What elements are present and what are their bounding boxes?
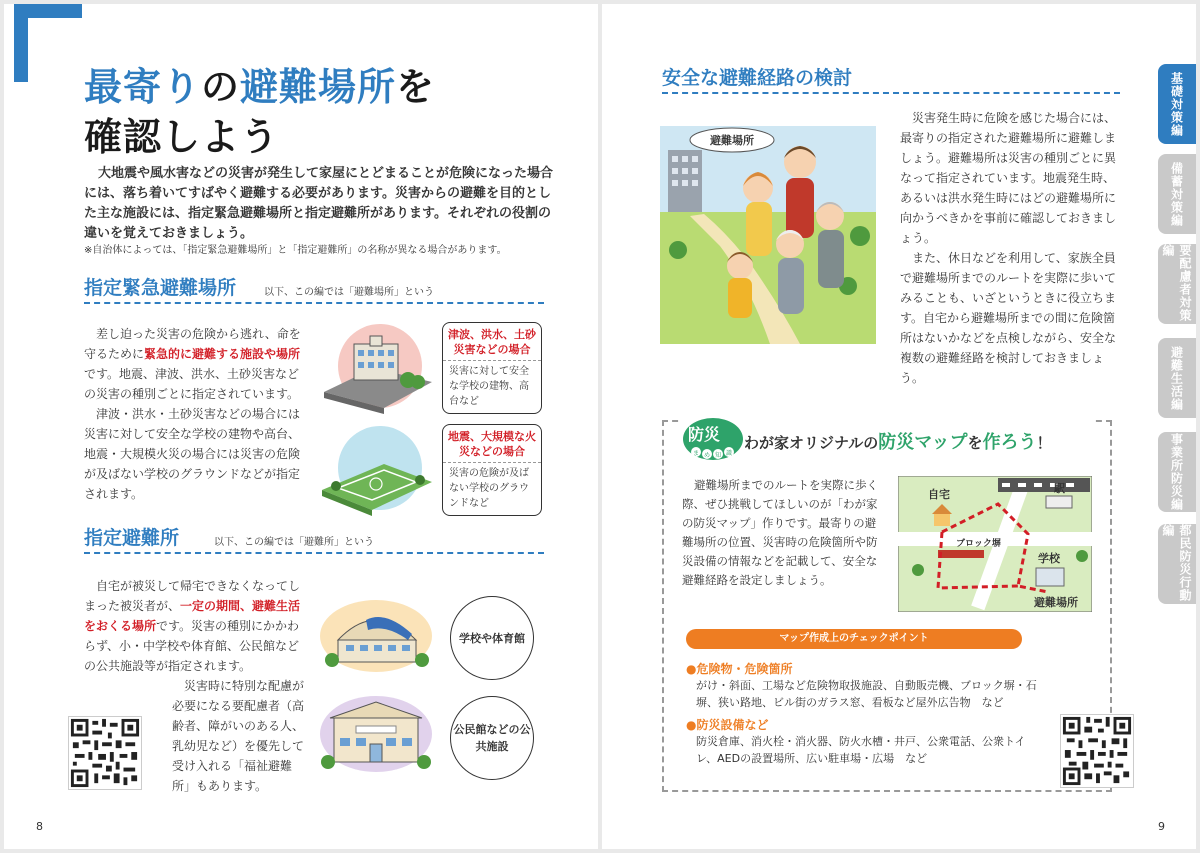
- community-center-illustration: [316, 688, 436, 776]
- callout-tsunami-flood: 津波、洪水、土砂災害などの場合 災害に対して安全な学校の建物、高台など: [442, 322, 542, 414]
- svg-text:め: め: [703, 452, 711, 459]
- tab-stockpile-measures[interactable]: 備蓄対策編: [1158, 154, 1196, 234]
- svg-text:識: 識: [725, 450, 733, 457]
- bousai-map-title: 防災 ま め 知 識 わが家オリジナルの防災マップを作ろう！: [682, 416, 1092, 462]
- section-heading-evacuation-route: 安全な避難経路の検討: [662, 66, 1120, 94]
- map-label-school: 学校: [1038, 552, 1060, 565]
- school-highground-illustration: [314, 322, 434, 414]
- page-number-left: 8: [36, 820, 43, 833]
- map-label-block-wall: ブロック塀: [956, 539, 1001, 549]
- map-intro-text: 避難場所までのルートを実際に歩く際、ぜひ挑戦してほしいのが「わが家の防災マップ」作りです。最寄りの避難場所の位置、災害時の危険箇所や防災設備の情報などを記載して、安全な避難経路を設定しましょう。: [682, 478, 878, 587]
- section2-text-b: 災害時に特別な配慮が必要になる要配慮者（高齢者、障がいのある人、乳幼児など）を優先して受け入れる「福祉避難所」もあります。: [172, 679, 305, 793]
- svg-text:防災: 防災: [687, 425, 721, 444]
- bousai-badge-icon: [682, 416, 744, 462]
- illustration-sign-text: 避難場所: [710, 134, 754, 147]
- section-heading-emergency-site: 指定緊急避難場所 以下、この編では「避難場所」という: [84, 274, 544, 304]
- footnote: ※自治体によっては、「指定緊急避難場所」と「指定避難所」の名称が異なる場合があります。: [84, 245, 507, 256]
- check-hazards-body: がけ・斜面、工場など危険物取扱施設、自動販売機、ブロック塀・石塀、狭い路地、ビル街のガラス窓、看板など屋外広告物 など: [696, 679, 1037, 709]
- qr-code-left[interactable]: [68, 716, 142, 790]
- left-page: [4, 4, 598, 849]
- check-equipment-title: ●防災設備など: [686, 718, 769, 732]
- svg-text:ま: ま: [692, 450, 700, 457]
- gymnasium-illustration: [316, 590, 436, 674]
- route-text: 災害発生時に危険を感じた場合には、最寄りの指定された避難場所に避難しましょう。避難場所は災害の種別ごとに異なって指定されています。地震発生時、あるいは洪水発生時にはどの避難場所に向かうべきかを事前に確認しておきましょう。 また、休日などを利用して、家族全員で避難場所までのルートを実際に歩いてみることも、いざというときに役立ちます。自宅から避難場所までの間に危険箇所はないかなどを点検しながら、安全な複数の避難経路を検討しておきましょう。: [900, 111, 1117, 385]
- family-walking-illustration: [660, 126, 876, 344]
- tab-evacuation-life[interactable]: 避難生活編: [1158, 338, 1196, 418]
- check-equipment-body: 防災倉庫、消火栓・消火器、防火水槽・井戸、公衆電話、公衆トイレ、AEDの設置場所、広い駐車場・広場 など: [696, 735, 1026, 765]
- qr-code-right[interactable]: [1060, 714, 1134, 788]
- page-title: 最寄りの避難場所を 確認しよう: [84, 65, 436, 159]
- page-number-right: 9: [1158, 820, 1165, 833]
- section-heading-shelter: 指定避難所 以下、この編では「避難所」という: [84, 524, 544, 554]
- map-label-home: 自宅: [928, 488, 950, 501]
- schoolyard-illustration: [314, 424, 434, 516]
- section2-text-a: 自宅が被災して帰宅できなくなってしまった被災者が、一定の期間、避難生活をおくる場所です。災害の種別にかかわらず、小・中学校や体育館、公民館などの公共施設等が指定されます。: [84, 579, 301, 673]
- map-label-station: 駅: [1054, 482, 1065, 495]
- tab-care-needs-measures[interactable]: 要配慮者対策編: [1158, 244, 1196, 324]
- checkpoint-bar: マップ作成上のチェックポイント: [686, 629, 1022, 649]
- corner-accent: [4, 4, 82, 82]
- check-hazards-title: ●危険物・危険箇所: [686, 662, 793, 676]
- tab-citizen-action[interactable]: 都民防災行動編: [1158, 524, 1196, 604]
- bubble-school-gym: 学校や体育館: [450, 596, 534, 680]
- lead-paragraph: 大地震や風水害などの災害が発生して家屋にとどまることが危険になった場合には、落ち着いてすばやく避難する必要があります。災害からの避難を目的とした主な施設には、指定緊急避難場所と指定避難所があります。それぞれの役割の違いを覚えておきましょう。: [84, 166, 554, 241]
- map-label-shelter: 避難場所: [1034, 596, 1078, 609]
- bousai-map-illustration: [898, 476, 1092, 612]
- tab-basic-measures[interactable]: 基礎対策編: [1158, 64, 1196, 144]
- svg-text:知: 知: [714, 452, 722, 459]
- callout-earthquake-fire: 地震、大規模な火災などの場合 災害の危険が及ばない学校のグラウンドなど: [442, 424, 542, 516]
- bubble-public-facility: 公民館などの公共施設: [450, 696, 534, 780]
- right-page: [602, 4, 1196, 849]
- section1-text: 差し迫った災害の危険から逃れ、命を守るために緊急的に避難する施設や場所です。地震、津波、洪水、土砂災害などの災害の種別ごとに指定されています。 津波・洪水・土砂災害などの場合には災害に対して安全な学校の建物や高台、地震・大規模火災の場合には災害の危険が及ばない学校のグラウンドなどが指定されます。: [84, 327, 301, 501]
- tab-business-disaster[interactable]: 事業所防災編: [1158, 432, 1196, 512]
